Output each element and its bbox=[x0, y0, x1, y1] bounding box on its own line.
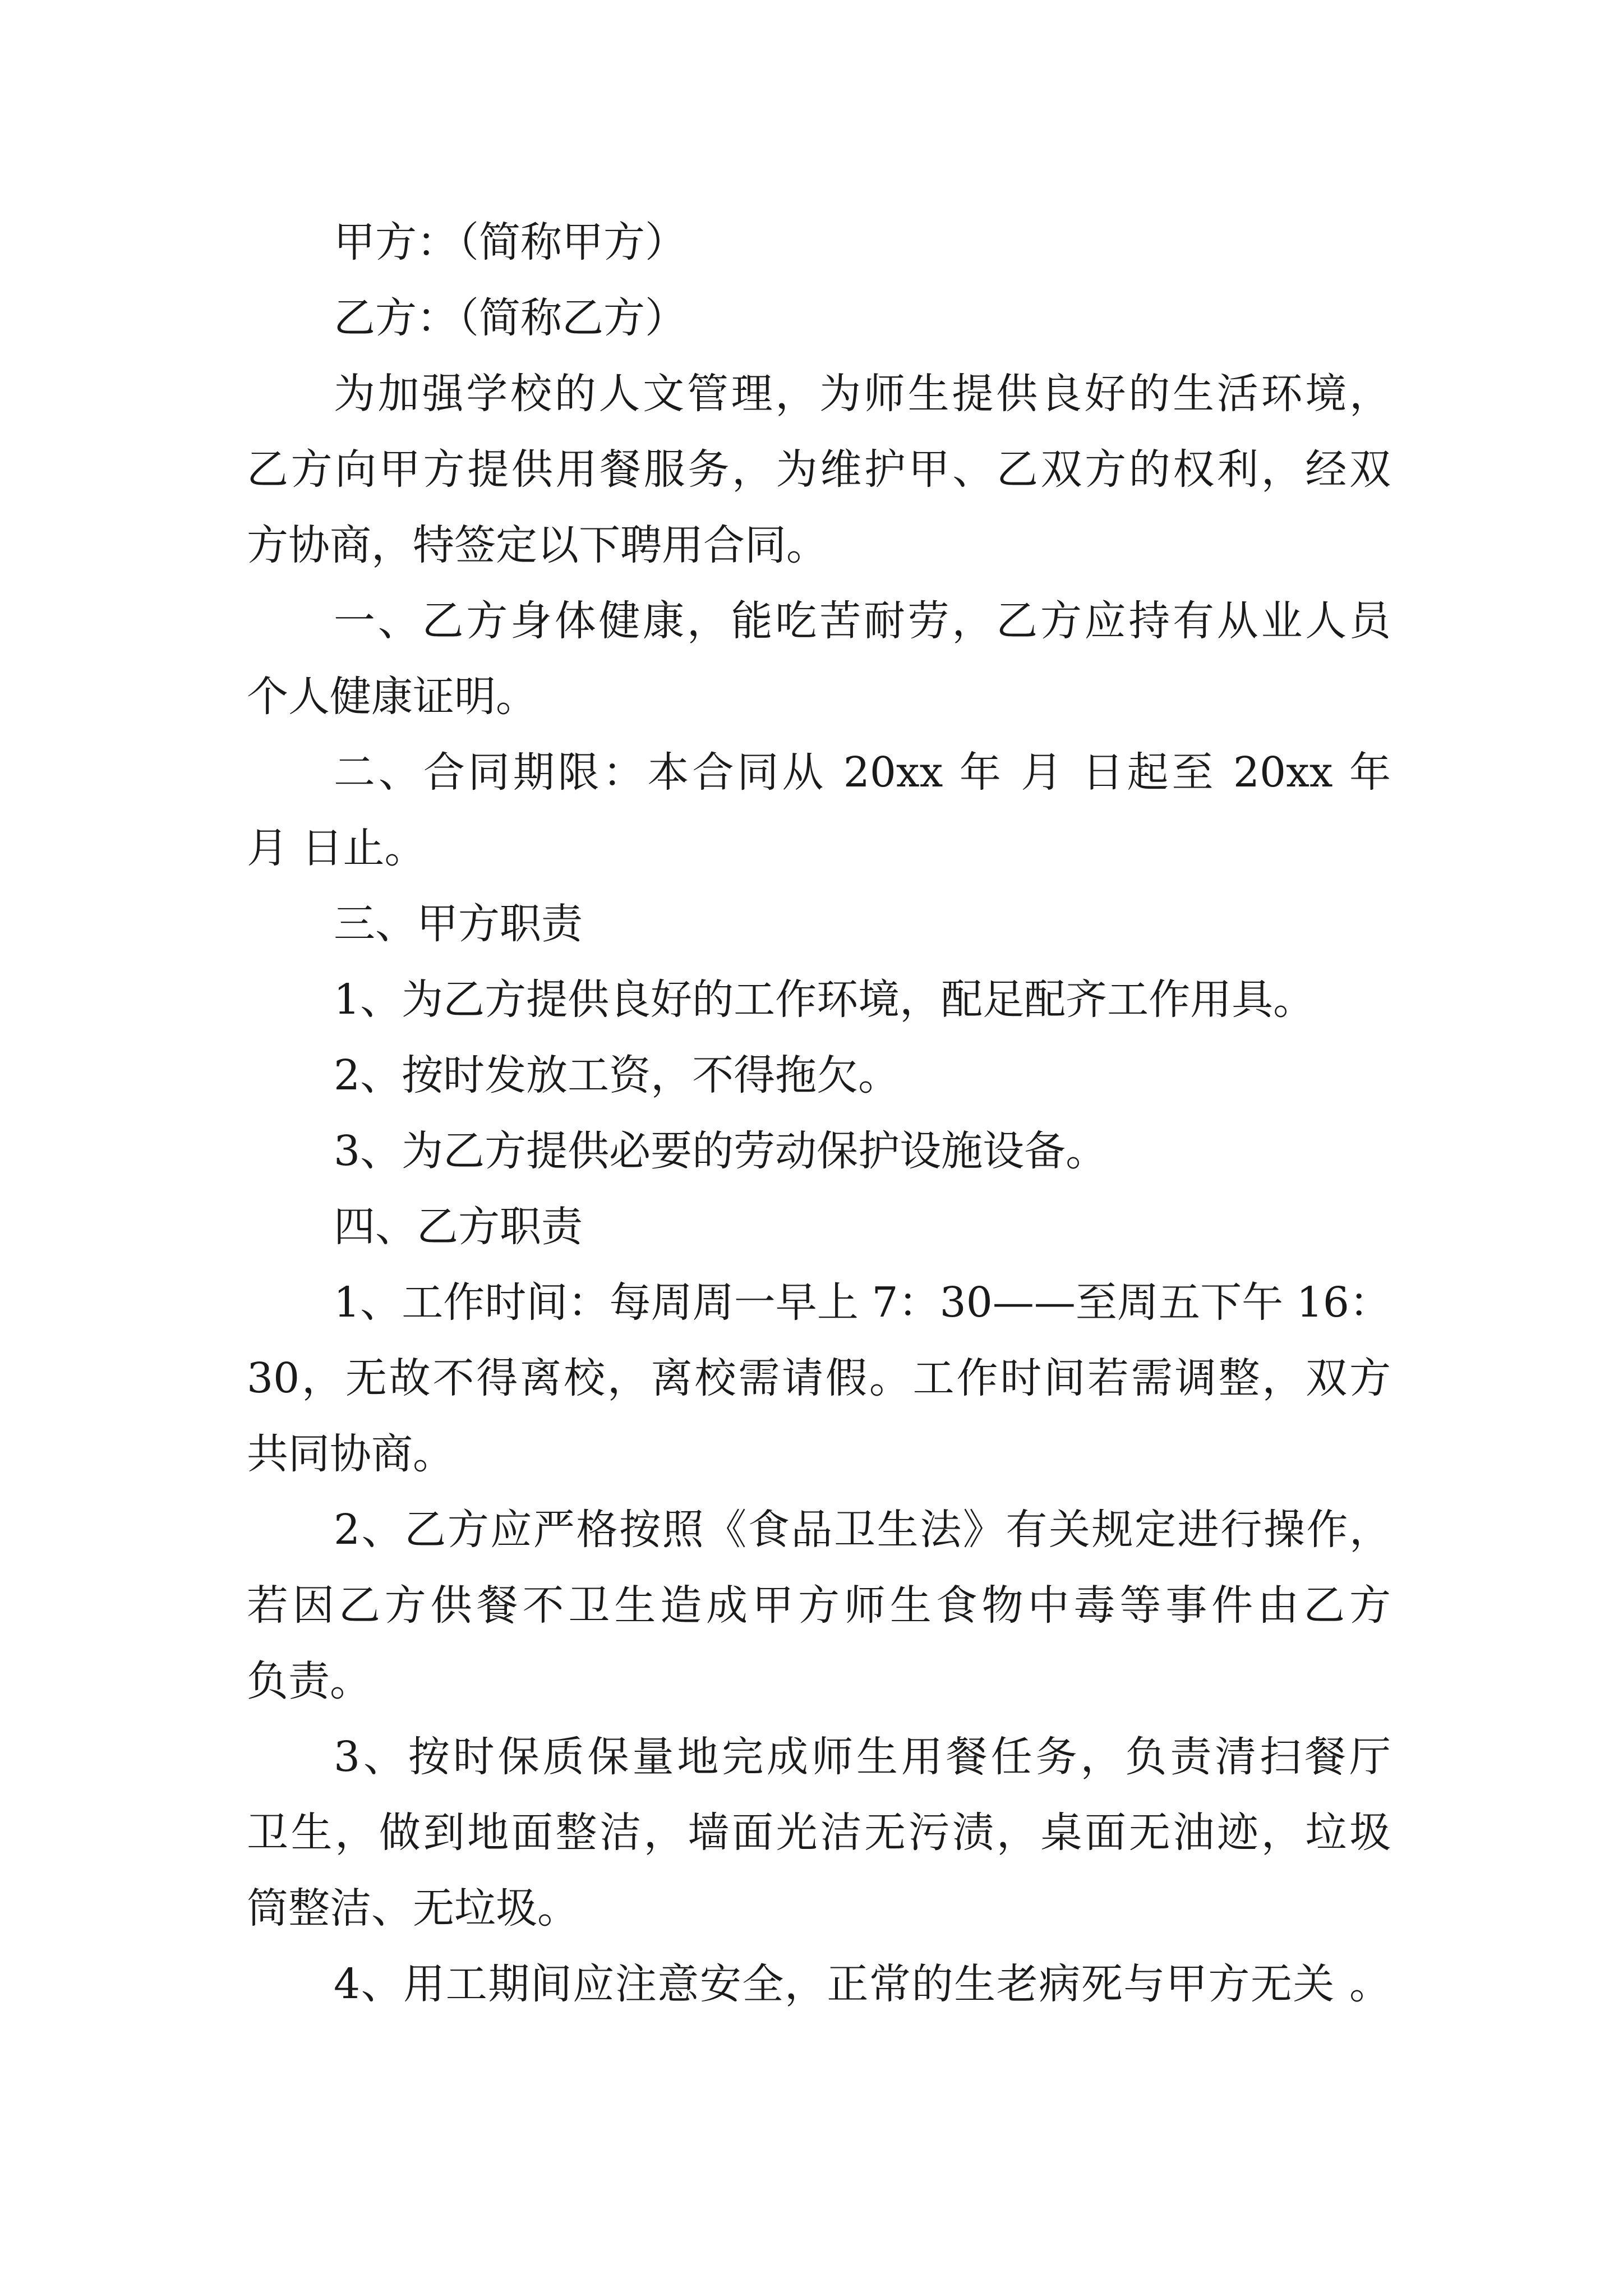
preamble-line-3: 方协商，特签定以下聘用合同。 bbox=[247, 521, 828, 569]
section-4-item-3-line-3: 筒整洁、无垃圾。 bbox=[247, 1884, 579, 1932]
section-4-item-1-line-3: 共同协商。 bbox=[247, 1430, 454, 1478]
section-3-heading: 三、甲方职责 bbox=[334, 900, 583, 948]
section-3-item-2: 2、按时发放工资，不得拖欠。 bbox=[334, 1051, 900, 1099]
clause-1-line-2: 个人健康证明。 bbox=[247, 673, 537, 721]
section-4-item-3-line-1: 3、按时保质保量地完成师生用餐任务，负责清扫餐厅 bbox=[334, 1733, 1391, 1781]
section-3-item-1: 1、为乙方提供良好的工作环境，配足配齐工作用具。 bbox=[334, 976, 1315, 1024]
section-3-item-3: 3、为乙方提供必要的劳动保护设施设备。 bbox=[334, 1127, 1108, 1175]
section-4-item-2-line-2: 若因乙方供餐不卫生造成甲方师生食物中毒等事件由乙方 bbox=[247, 1581, 1391, 1630]
clause-1-line-1: 一、乙方身体健康，能吃苦耐劳，乙方应持有从业人员 bbox=[334, 597, 1391, 645]
section-4-heading: 四、乙方职责 bbox=[334, 1203, 583, 1251]
party-a-line: 甲方：（简称甲方） bbox=[334, 218, 686, 266]
section-4-item-4: 4、用工期间应注意安全，正常的生老病死与甲方无关 。 bbox=[334, 1960, 1391, 2008]
contract-page bbox=[247, 0, 1391, 2296]
party-b-line: 乙方：（简称乙方） bbox=[334, 294, 686, 342]
section-4-item-1-line-2: 30，无故不得离校，离校需请假。工作时间若需调整，双方 bbox=[247, 1354, 1391, 1402]
section-4-item-1-line-1: 1、工作时间：每周周一早上 7：30——至周五下午 16： bbox=[334, 1278, 1391, 1327]
clause-2-line-1: 二、合同期限：本合同从 20xx 年 月 日起至 20xx 年 bbox=[334, 748, 1391, 797]
section-4-item-2-line-3: 负责。 bbox=[247, 1657, 371, 1705]
preamble-line-2: 乙方向甲方提供用餐服务，为维护甲、乙双方的权利，经双 bbox=[247, 445, 1391, 494]
clause-2-line-2: 月 日止。 bbox=[247, 824, 426, 872]
preamble-line-1: 为加强学校的人文管理，为师生提供良好的生活环境， bbox=[334, 370, 1391, 418]
section-4-item-2-line-1: 2、乙方应严格按照《食品卫生法》有关规定进行操作， bbox=[334, 1506, 1391, 1554]
section-4-item-3-line-2: 卫生，做到地面整洁，墙面光洁无污渍，桌面无油迹，垃圾 bbox=[247, 1809, 1391, 1857]
